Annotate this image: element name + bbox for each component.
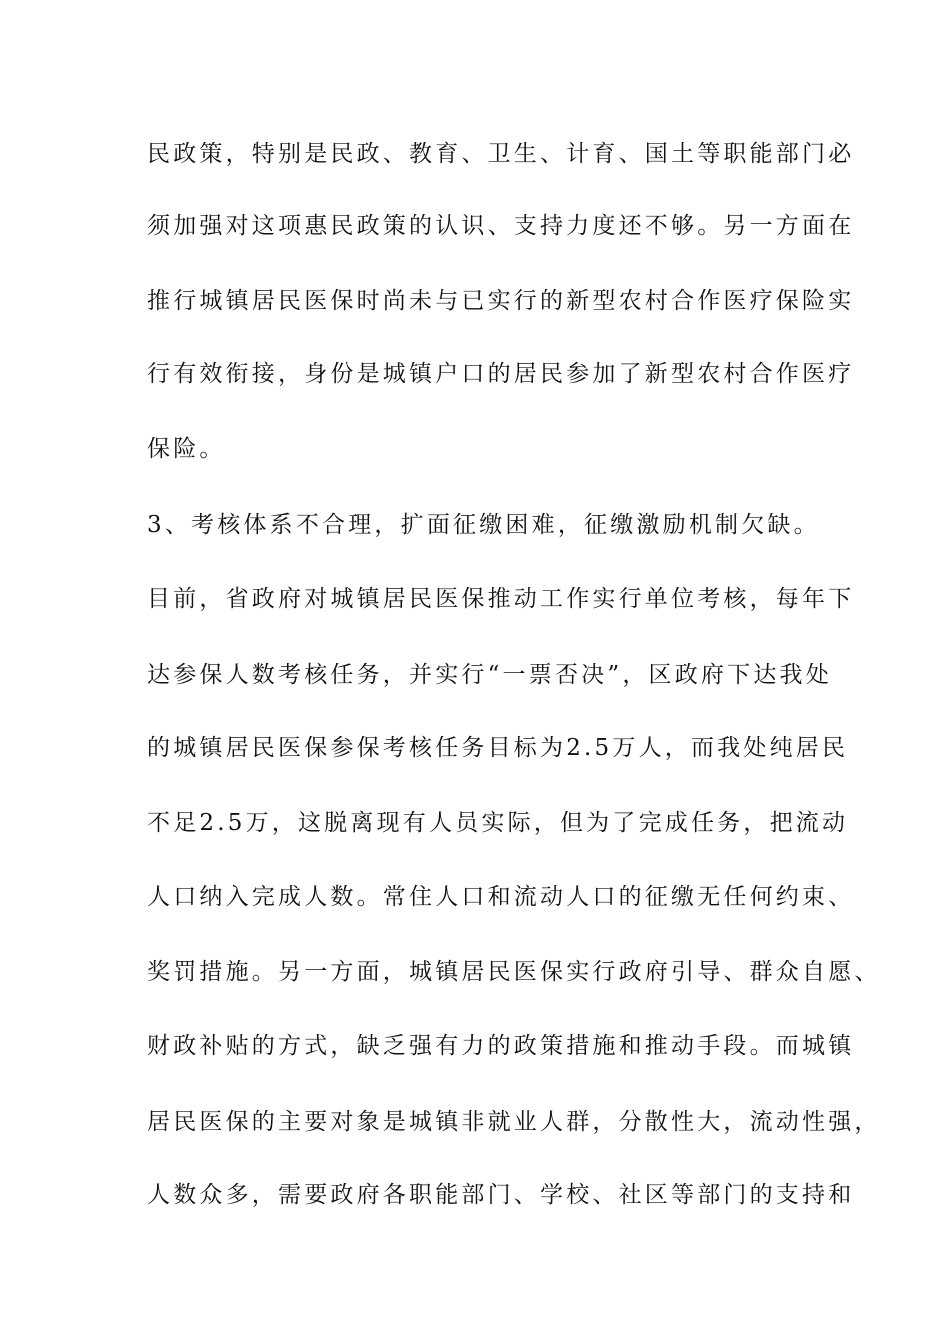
text-line: 的城镇居民医保参保考核任务目标为2.5万人，而我处纯居民 xyxy=(147,735,849,761)
text-line: 奖罚措施。另一方面，城镇居民医保实行政府引导、群众自愿、 xyxy=(147,959,881,985)
text-line: 推行城镇居民医保时尚未与已实行的新型农村合作医疗保险实 xyxy=(147,288,855,314)
text-line: 行有效衔接，身份是城镇户口的居民参加了新型农村合作医疗 xyxy=(147,361,855,387)
text-line: 人口纳入完成人数。常住人口和流动人口的征缴无任何约束、 xyxy=(147,884,855,910)
text-line: 人数众多，需要政府各职能部门、学校、社区等部门的支持和 xyxy=(147,1182,855,1208)
text-line: 目前，省政府对城镇居民医保推动工作实行单位考核，每年下 xyxy=(147,586,855,612)
text-line: 保险。 xyxy=(147,436,226,462)
text-line: 财政补贴的方式，缺乏强有力的政策措施和推动手段。而城镇 xyxy=(147,1033,855,1059)
text-line: 达参保人数考核任务，并实行“一票否决”，区政府下达我处 xyxy=(147,662,832,688)
text-line: 居民医保的主要对象是城镇非就业人群，分散性大，流动性强， xyxy=(147,1109,881,1135)
section-heading: 3、考核体系不合理，扩面征缴困难，征缴激励机制欠缺。 xyxy=(147,512,820,538)
text-line: 不足2.5万，这脱离现有人员实际，但为了完成任务，把流动 xyxy=(147,810,849,836)
text-line: 须加强对这项惠民政策的认识、支持力度还不够。另一方面在 xyxy=(147,213,855,239)
text-line: 民政策，特别是民政、教育、卫生、计育、国土等职能部门必 xyxy=(147,141,855,167)
